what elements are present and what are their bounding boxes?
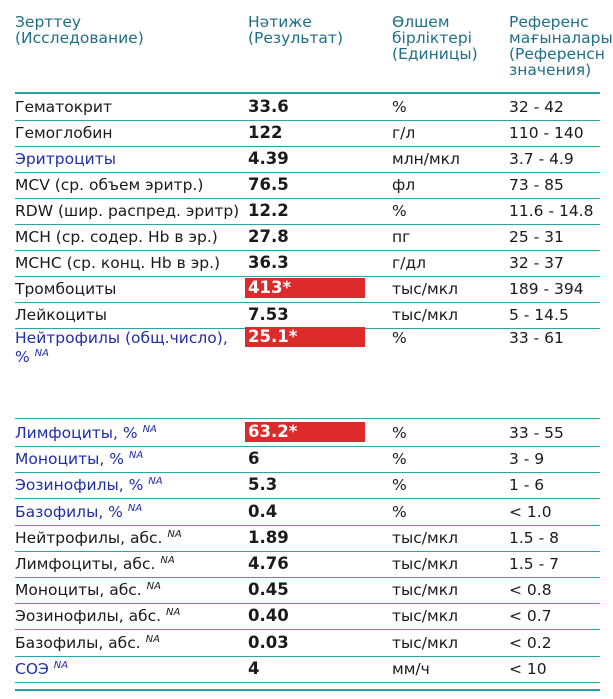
row-unit: % <box>392 202 407 220</box>
row-name <box>15 580 161 600</box>
row-name-line2 <box>15 348 49 366</box>
header-divider <box>15 92 600 94</box>
row-name-text: Базофилы, % <box>15 502 123 521</box>
row-unit: % <box>392 424 407 442</box>
row-name <box>15 149 116 169</box>
table-row <box>0 473 600 499</box>
row-value: 122 <box>248 123 283 142</box>
row-value: 6 <box>248 449 260 469</box>
row-value: 76.5 <box>248 175 289 194</box>
row-unit: г/л <box>392 124 416 142</box>
row-unit: фл <box>392 176 416 194</box>
row-name <box>15 502 142 522</box>
na-marker: NA <box>128 450 144 462</box>
header-reference-kk-1: Референс <box>509 13 589 31</box>
header-reference-ru-1: (Референсн <box>509 45 605 63</box>
row-value: 0.40 <box>248 606 289 626</box>
row-name <box>15 123 112 143</box>
row-name-text: Лейкоциты <box>15 306 108 324</box>
row-reference: 33 - 55 <box>509 424 564 442</box>
row-reference: 1.5 - 7 <box>509 555 559 573</box>
row-unit: % <box>392 98 407 116</box>
table-row <box>0 199 600 225</box>
row-name-text: Нейтрофилы, абс. <box>15 528 163 547</box>
row-name-text: Лимфоциты, абс. <box>15 555 156 573</box>
row-reference: 32 - 42 <box>509 98 564 116</box>
table-row <box>0 251 600 277</box>
header-units-kk-1: Өлшем <box>392 13 450 31</box>
na-marker: NA <box>142 423 157 435</box>
table-row <box>0 147 600 173</box>
row-unit: тыс/мкл <box>392 280 458 298</box>
na-marker: NA <box>146 581 161 593</box>
header-reference <box>509 14 613 78</box>
row-name-line1: Нейтрофилы (общ.число), <box>15 329 228 347</box>
row-value: 33.6 <box>248 97 289 116</box>
row-value-flagged: 413* <box>245 278 365 298</box>
row-name <box>15 97 112 117</box>
row-name-text: Базофилы, абс. <box>15 633 141 652</box>
table-row <box>0 95 600 121</box>
row-reference: 1.5 - 8 <box>509 528 559 547</box>
row-reference: 25 - 31 <box>509 228 564 246</box>
na-marker: NA <box>34 347 49 359</box>
row-unit: тыс/мкл <box>392 581 458 600</box>
row-value-flagged: 63.2* <box>245 422 365 442</box>
table-row <box>0 578 600 604</box>
header-study-kk: Зерттеу <box>15 13 82 31</box>
row-reference: 32 - 37 <box>509 254 564 272</box>
row-unit: тыс/мкл <box>392 633 458 652</box>
row-unit: г/дл <box>392 254 426 272</box>
header-reference-ru-2: значения) <box>509 61 592 79</box>
row-value: 4.39 <box>248 149 289 168</box>
row-name <box>15 201 239 221</box>
row-unit: тыс/мкл <box>392 555 458 573</box>
row-reference: < 0.8 <box>509 581 552 600</box>
table-bottom-rule <box>15 689 600 691</box>
header-units <box>392 14 478 62</box>
row-value: 36.3 <box>248 253 289 272</box>
row-reference: 33 - 61 <box>509 329 564 347</box>
row-unit: млн/мкл <box>392 150 460 168</box>
row-reference: 3.7 - 4.9 <box>509 150 574 168</box>
row-reference: 3 - 9 <box>509 450 545 469</box>
row-reference: < 0.2 <box>509 633 552 652</box>
row-reference: < 10 <box>509 659 547 678</box>
row-name-text: Эозинофилы, абс. <box>15 607 162 626</box>
row-unit: % <box>392 502 407 521</box>
row-name-text: Лимфоциты, % <box>15 424 138 442</box>
header-result-ru: (Результат) <box>248 29 343 47</box>
header-result <box>248 14 343 46</box>
row-name <box>15 528 182 548</box>
row-name <box>15 554 175 574</box>
table-row <box>0 604 600 630</box>
table-row <box>0 121 600 147</box>
row-unit: тыс/мкл <box>392 306 458 324</box>
header-reference-kk-2: мағыналары <box>509 29 613 47</box>
header-study <box>15 14 144 46</box>
row-name <box>15 328 228 348</box>
row-name <box>15 175 203 195</box>
row-unit: % <box>392 476 407 495</box>
row-reference: 110 - 140 <box>509 124 584 142</box>
row-value: 7.53 <box>248 305 289 324</box>
row-reference: < 1.0 <box>509 502 552 521</box>
table-row <box>0 447 600 473</box>
row-unit: мм/ч <box>392 659 430 678</box>
row-name <box>15 659 68 679</box>
row-name-text: Эозинофилы, % <box>15 476 144 495</box>
row-name-text: Тромбоциты <box>15 280 117 298</box>
row-unit: пг <box>392 228 411 246</box>
row-name <box>15 253 220 273</box>
na-marker: NA <box>160 554 175 566</box>
row-name <box>15 423 157 443</box>
row-name <box>15 227 218 247</box>
table-row <box>0 277 600 303</box>
table-row <box>0 552 600 578</box>
row-reference: 1 - 6 <box>509 476 545 495</box>
row-value: 12.2 <box>248 201 289 220</box>
row-name-text: Моноциты, абс. <box>15 581 142 600</box>
row-reference: 73 - 85 <box>509 176 564 194</box>
row-value: 4 <box>248 658 260 678</box>
table-row <box>0 657 600 683</box>
row-name <box>15 633 160 653</box>
na-marker: NA <box>167 528 182 540</box>
row-name <box>15 279 116 299</box>
row-reference: 5 - 14.5 <box>509 306 569 324</box>
row-value: 0.4 <box>248 501 278 521</box>
row-unit: % <box>392 329 407 347</box>
table-row <box>0 526 600 552</box>
na-marker: NA <box>145 633 160 645</box>
table-row-neutrophils-total <box>0 326 600 366</box>
row-name-text: MCV (ср. объем эритр.) <box>15 176 204 194</box>
row-name <box>15 449 143 469</box>
row-value-flagged: 25.1* <box>245 327 365 347</box>
na-marker: NA <box>166 607 181 619</box>
row-name <box>15 606 180 626</box>
row-value: 27.8 <box>248 227 289 246</box>
na-marker: NA <box>148 476 163 488</box>
row-value: 1.89 <box>248 527 289 547</box>
na-marker: NA <box>53 659 69 671</box>
row-name-percent: % <box>15 348 30 366</box>
row-value: 0.45 <box>248 580 289 600</box>
header-units-ru: (Единицы) <box>392 45 478 63</box>
row-unit: тыс/мкл <box>392 607 458 626</box>
row-name <box>15 475 163 495</box>
row-value: 4.76 <box>248 554 289 573</box>
row-name-text: MCHC (ср. конц. Hb в эр.) <box>15 254 221 272</box>
na-marker: NA <box>127 502 143 514</box>
row-name-text: Гемоглобин <box>15 124 113 142</box>
row-reference: 11.6 - 14.8 <box>509 202 594 220</box>
section-divider <box>15 418 600 419</box>
table-row <box>0 421 600 447</box>
table-row <box>0 173 600 199</box>
row-value: 5.3 <box>248 475 278 495</box>
row-name-text: Моноциты, % <box>15 450 124 469</box>
row-value: 0.03 <box>248 632 289 652</box>
row-divider <box>15 682 600 683</box>
row-name-text: Эритроциты <box>15 150 116 168</box>
row-reference: 189 - 394 <box>509 280 584 298</box>
header-units-kk-2: бірліктері <box>392 29 472 47</box>
row-name <box>15 305 107 325</box>
row-unit: % <box>392 450 407 469</box>
table-row <box>0 631 600 657</box>
row-name-text: MCH (ср. содер. Hb в эр.) <box>15 228 218 246</box>
table-row <box>0 500 600 526</box>
row-name-text: СОЭ <box>15 659 49 678</box>
row-unit: тыс/мкл <box>392 528 458 547</box>
row-name-text: RDW (шир. распред. эритр) <box>15 202 240 220</box>
header-result-kk: Нәтиже <box>248 13 312 31</box>
row-reference: < 0.7 <box>509 607 552 626</box>
row-name-text: Гематокрит <box>15 98 112 116</box>
header-study-ru: (Исследование) <box>15 29 144 47</box>
table-row <box>0 225 600 251</box>
